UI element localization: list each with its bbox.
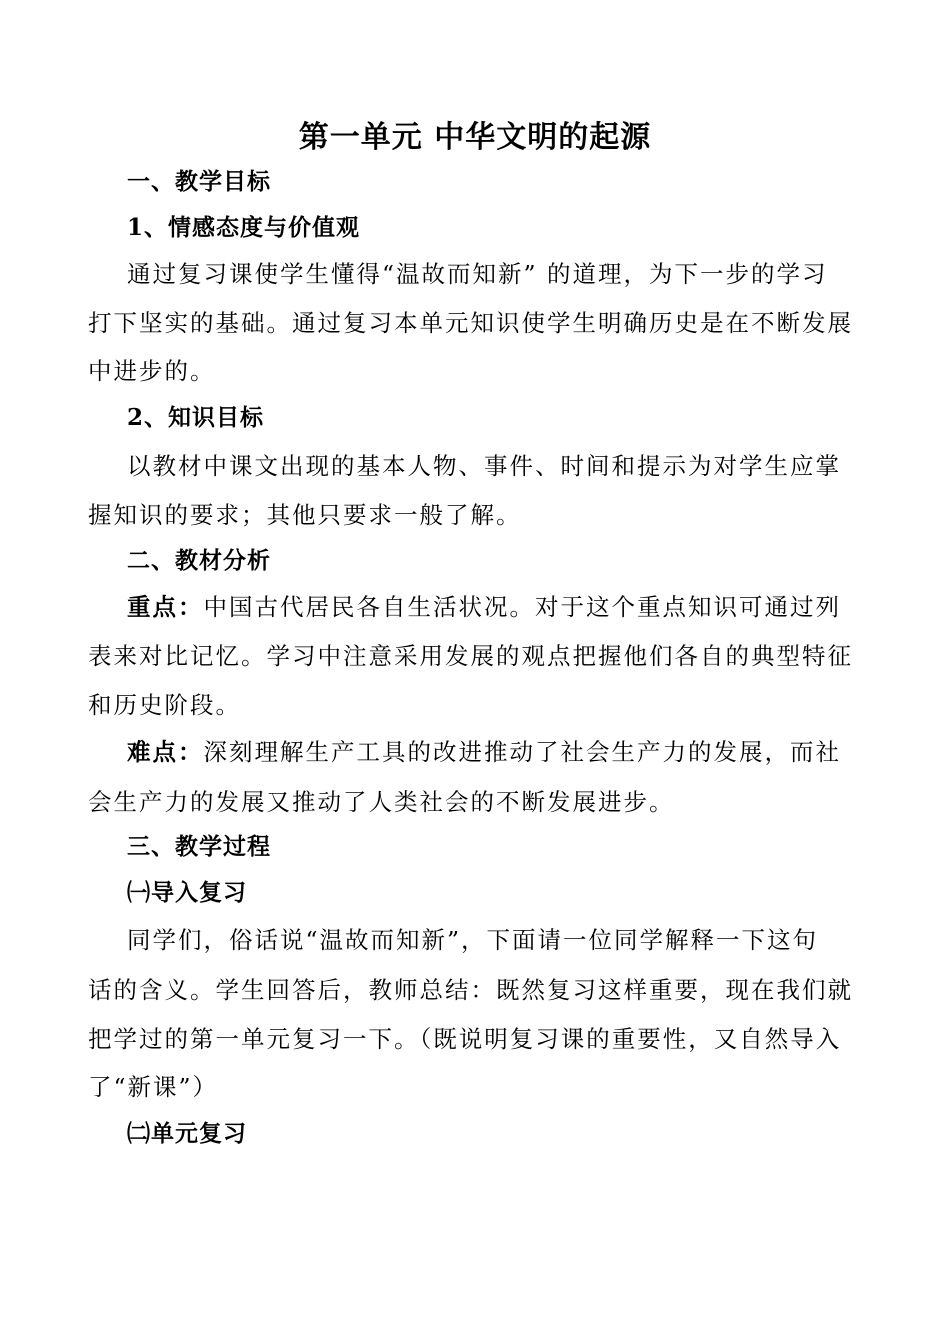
subheading-intro-review: ㈠导入复习 [127,879,247,906]
section-heading-material-analysis: 二、教材分析 [127,547,271,574]
section-heading-teaching-process: 三、教学过程 [127,833,271,860]
subheading-attitude-values: 1、情感态度与价值观 [127,214,361,241]
paragraph-line: 话的含义。学生回答后，教师总结：既然复习这样重要，现在我们就 [88,976,853,1004]
key-point-label: 重点： [127,593,204,621]
difficult-point-line [127,735,867,769]
paragraph-line: 中进步的。 [88,357,216,385]
paragraph-line: 打下坚实的基础。通过复习本单元知识使学生明确历史是在不断发展 [88,309,853,337]
paragraph-line: 通过复习课使学生懂得“温故而知新” 的道理，为下一步的学习 [127,260,828,288]
difficult-point-label: 难点： [127,738,204,766]
key-point-line [127,590,867,624]
paragraph-line: 以教材中课文出现的基本人物、事件、时间和提示为对学生应掌 [127,452,841,480]
subheading-unit-review: ㈡单元复习 [127,1120,247,1147]
paragraph-line: 握知识的要求；其他只要求一般了解。 [88,501,522,529]
paragraph-line: 会生产力的发展又推动了人类社会的不断发展进步。 [88,788,675,816]
paragraph-line: 把学过的第一单元复习一下。（既说明复习课的重要性，又自然导入 [88,1025,842,1053]
paragraph-line: 了“新课”） [88,1073,219,1101]
paragraph-line: 同学们，俗话说“温故而知新”，下面请一位同学解释一下这句 [127,926,819,954]
paragraph-line: 表来对比记忆。学习中注意采用发展的观点把握他们各自的典型特征 [88,642,853,670]
document-title: 第一单元 中华文明的起源 [298,120,652,155]
subheading-knowledge-goals: 2、知识目标 [127,404,265,431]
section-heading-teaching-goals: 一、教学目标 [127,168,271,195]
key-point-text: 中国古代居民各自生活状况。对于这个重点知识可通过列 [203,593,841,621]
paragraph-line: 和历史阶段。 [88,691,241,719]
difficult-point-text: 深刻理解生产工具的改进推动了社会生产力的发展，而社 [203,738,841,766]
